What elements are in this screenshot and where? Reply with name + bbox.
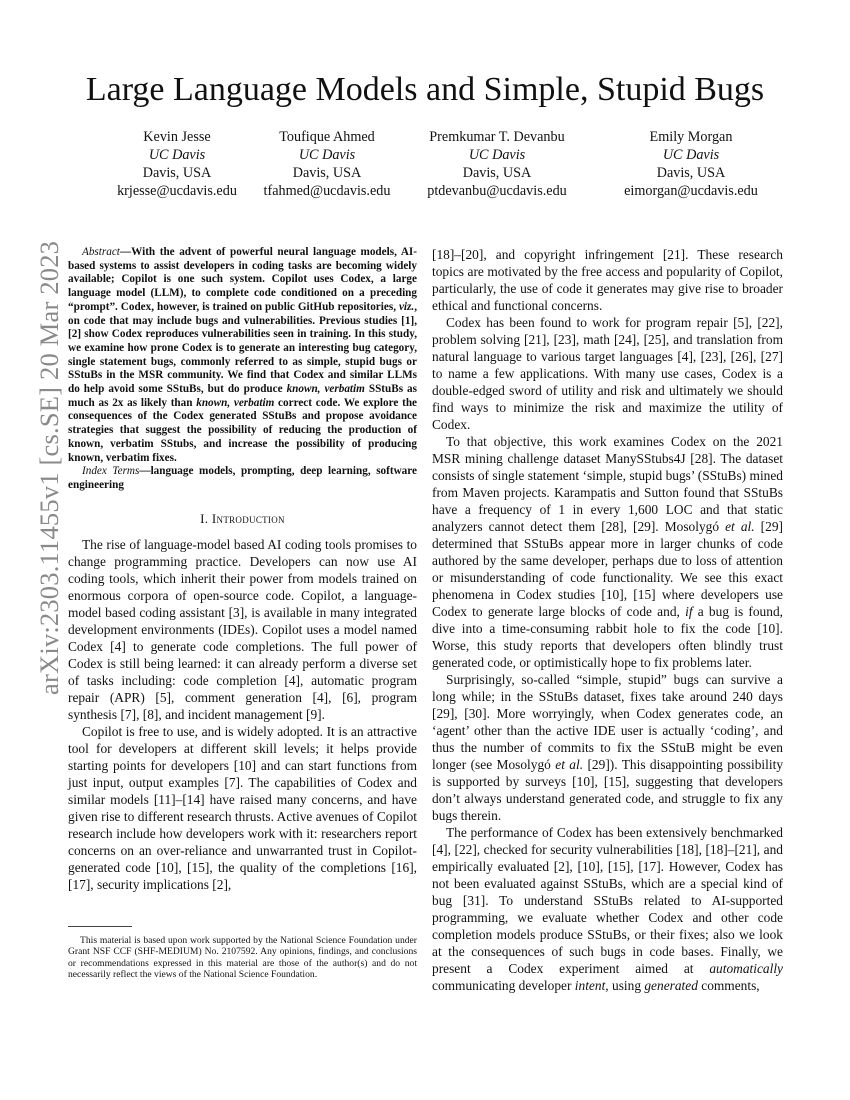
- paragraph: To that objective, this work examines Codex on the 2021 MSR mining challenge dataset ManySStubs4J [28]. The dataset consists of single statement ‘simple, stupid bugs’ (SStuBs) mined from Maven projects. Karampatis and Sutton found that SStuBs have a frequency of 1 in every 1,600 LOC and that static analyzers cannot detect them [28], [29]. Mosolygó et al. [29] determined that SStuBs appear more in larger chunks of code authored by the same developer, perhaps due to loss of attention or misunderstanding of code functionality. We see this exact phenomena in Codex studies [10], [15] where developers use Codex to generate large blocks of code and, if a bug is found, dive into a time-consuming rabbit hole to fix the code [10]. Worse, this study reports that developers often blindly trust generated code, or optimistically hope to fix problems later.: [432, 434, 783, 670]
- index-terms: Index Terms—language models, prompting, deep learning, software engineering: [68, 465, 417, 491]
- author-email: tfahmed@ucdavis.edu: [263, 183, 391, 199]
- paragraph: The rise of language-model based AI coding tools promises to change programming practice. Developers can now use AI coding tools, which inherit their power from models trained on enormous corpora of open-source code. Copilot, a language-model based coding assistant [3], is available in many integrated development environments (IDEs). Copilot uses a model named Codex [4] to generate code completions. The full power of Codex is still being learned: it can already perform a diverse set of tasks including: code completion [4], automatic program repair (APR) [5], comment generation [4], [6], program synthesis [7], [8], and incident management [9].: [68, 536, 417, 722]
- paper-title: Large Language Models and Simple, Stupid Bugs: [85, 71, 765, 108]
- paragraph: The performance of Codex has been extensively benchmarked [4], [22], checked for security vulnerabilities [18], [18]–[21], and empirically evaluated [2], [10], [15], [17]. However, Codex has not been evaluated against SStuBs, which are a special kind of bug [31]. To understand SStuBs related to AI-supported programming, we evaluate whether Codex and other code completion models produce SStuBs, or their fixes; also we look at the consequences of such bugs in code bases. Finally, we present a Codex experiment aimed at automatically communicating developer intent, using generated comments,: [432, 825, 783, 993]
- intro-body: [68, 536, 417, 893]
- left-column: [68, 246, 417, 893]
- index-terms-label: Index Terms: [82, 465, 140, 478]
- author-email: eimorgan@ucdavis.edu: [624, 183, 758, 199]
- author-affiliation: UC Davis: [662, 147, 720, 163]
- arxiv-identifier: arXiv:2303.11455v1 [cs.SE] 20 Mar 2023: [34, 240, 64, 695]
- section-heading: I. Introduction: [200, 510, 285, 526]
- author-location: Davis, USA: [292, 165, 362, 181]
- author: [591, 128, 791, 200]
- right-column: [432, 246, 783, 994]
- author-block: [77, 128, 777, 208]
- author-name: Kevin Jesse: [143, 129, 211, 145]
- author-affiliation: UC Davis: [298, 147, 356, 163]
- author: [397, 128, 597, 200]
- author-email: krjesse@ucdavis.edu: [117, 183, 237, 199]
- author-affiliation: UC Davis: [148, 147, 206, 163]
- paragraph: Codex has been found to work for program repair [5], [22], problem solving [21], [23], math [24], [25], and translation from natural language to various target languages [4], [23], [26], [27] to name a few applications. With many use cases, Codex is a double-edged sword of utility and risk and ultimately we should find ways to minimize the risk and maximize the utility of Codex.: [432, 315, 783, 432]
- author-location: Davis, USA: [142, 165, 212, 181]
- author-location: Davis, USA: [656, 165, 726, 181]
- author-affiliation: UC Davis: [468, 147, 526, 163]
- paragraph: Copilot is free to use, and is widely adopted. It is an attractive tool for developers at different skill levels; it helps provide starting points for developers [10] and can start functions from just input, output examples [7]. The capabilities of Codex and similar models [11]–[14] have raised many concerns, and have given rise to different research thrusts. Active avenues of Copilot research include how developers work with it: researchers report concerns on an over-reliance and unwarranted trust in Copilot-generated code [10], [15], the quality of the completions [16], [17], security implications [2],: [68, 723, 417, 892]
- arxiv-sidebar: [14, 240, 64, 695]
- footnote-rule: [68, 926, 132, 927]
- abstract-label: Abstract: [82, 246, 120, 258]
- author-location: Davis, USA: [462, 165, 532, 181]
- paragraph: [18]–[20], and copyright infringement [21]. These research topics are motivated by the free access and popularity of Copilot, particularly, the use of code it generates may give rise to broader ethical and functional concerns.: [432, 247, 783, 313]
- paragraph: Surprisingly, so-called “simple, stupid” bugs can survive a long while; in the SStuBs dataset, fixes take around 240 days [29], [30]. More worryingly, when Codex generates code, an ‘agent’ other than the active IDE user is actually ‘coding’, and thus the number of commits to fix the SStuB might be even longer (see Mosolygó et al. [29]). This disappointing possibility is supported by surveys [10], [15], suggesting that developers don’t always understand generated code, and struggle to fix any bugs therein.: [432, 672, 784, 823]
- footnote: This material is based upon work supported by the National Science Foundation under Grant NSF CCF (SHF-MEDIUM) No. 2107592. Any opinions, findings, and conclusions or recommendations expressed in this material are those of the author(s) and do not necessarily reflect the views of the National Science Foundation.: [68, 935, 417, 981]
- author-name: Premkumar T. Devanbu: [429, 129, 565, 145]
- author-name: Emily Morgan: [649, 129, 733, 145]
- abstract: Abstract—With the advent of powerful neural language models, AI-based systems to assist developers in coding tasks are becoming widely available; Copilot is one such system. Copilot uses Codex, a large language model (LLM), to complete code conditioned on a preceding “prompt”. Codex, however, is trained on public GitHub repositories, viz., on code that may include bugs and vulnerabilities. Previous studies [1], [2] show Codex reproduces vulnerabilities seen in training. In this study, we examine how prone Codex is to generate an interesting bug category, single statement bugs, commonly referred to as simple, stupid bugs or SStuBs in the MSR community. We find that Codex and similar LLMs do help avoid some SStuBs, but do produce known, verbatim SStuBs as much as 2x as likely than known, verbatim correct code. We explore the consequences of the Codex generated SStuBs and propose avoidance strategies that suggest the possibility of reducing the production of known, verbatim SStubs, and increase the possibility of producing known, verbatim fixes.: [68, 246, 418, 464]
- author-email: ptdevanbu@ucdavis.edu: [427, 183, 567, 199]
- author-name: Toufique Ahmed: [279, 129, 375, 145]
